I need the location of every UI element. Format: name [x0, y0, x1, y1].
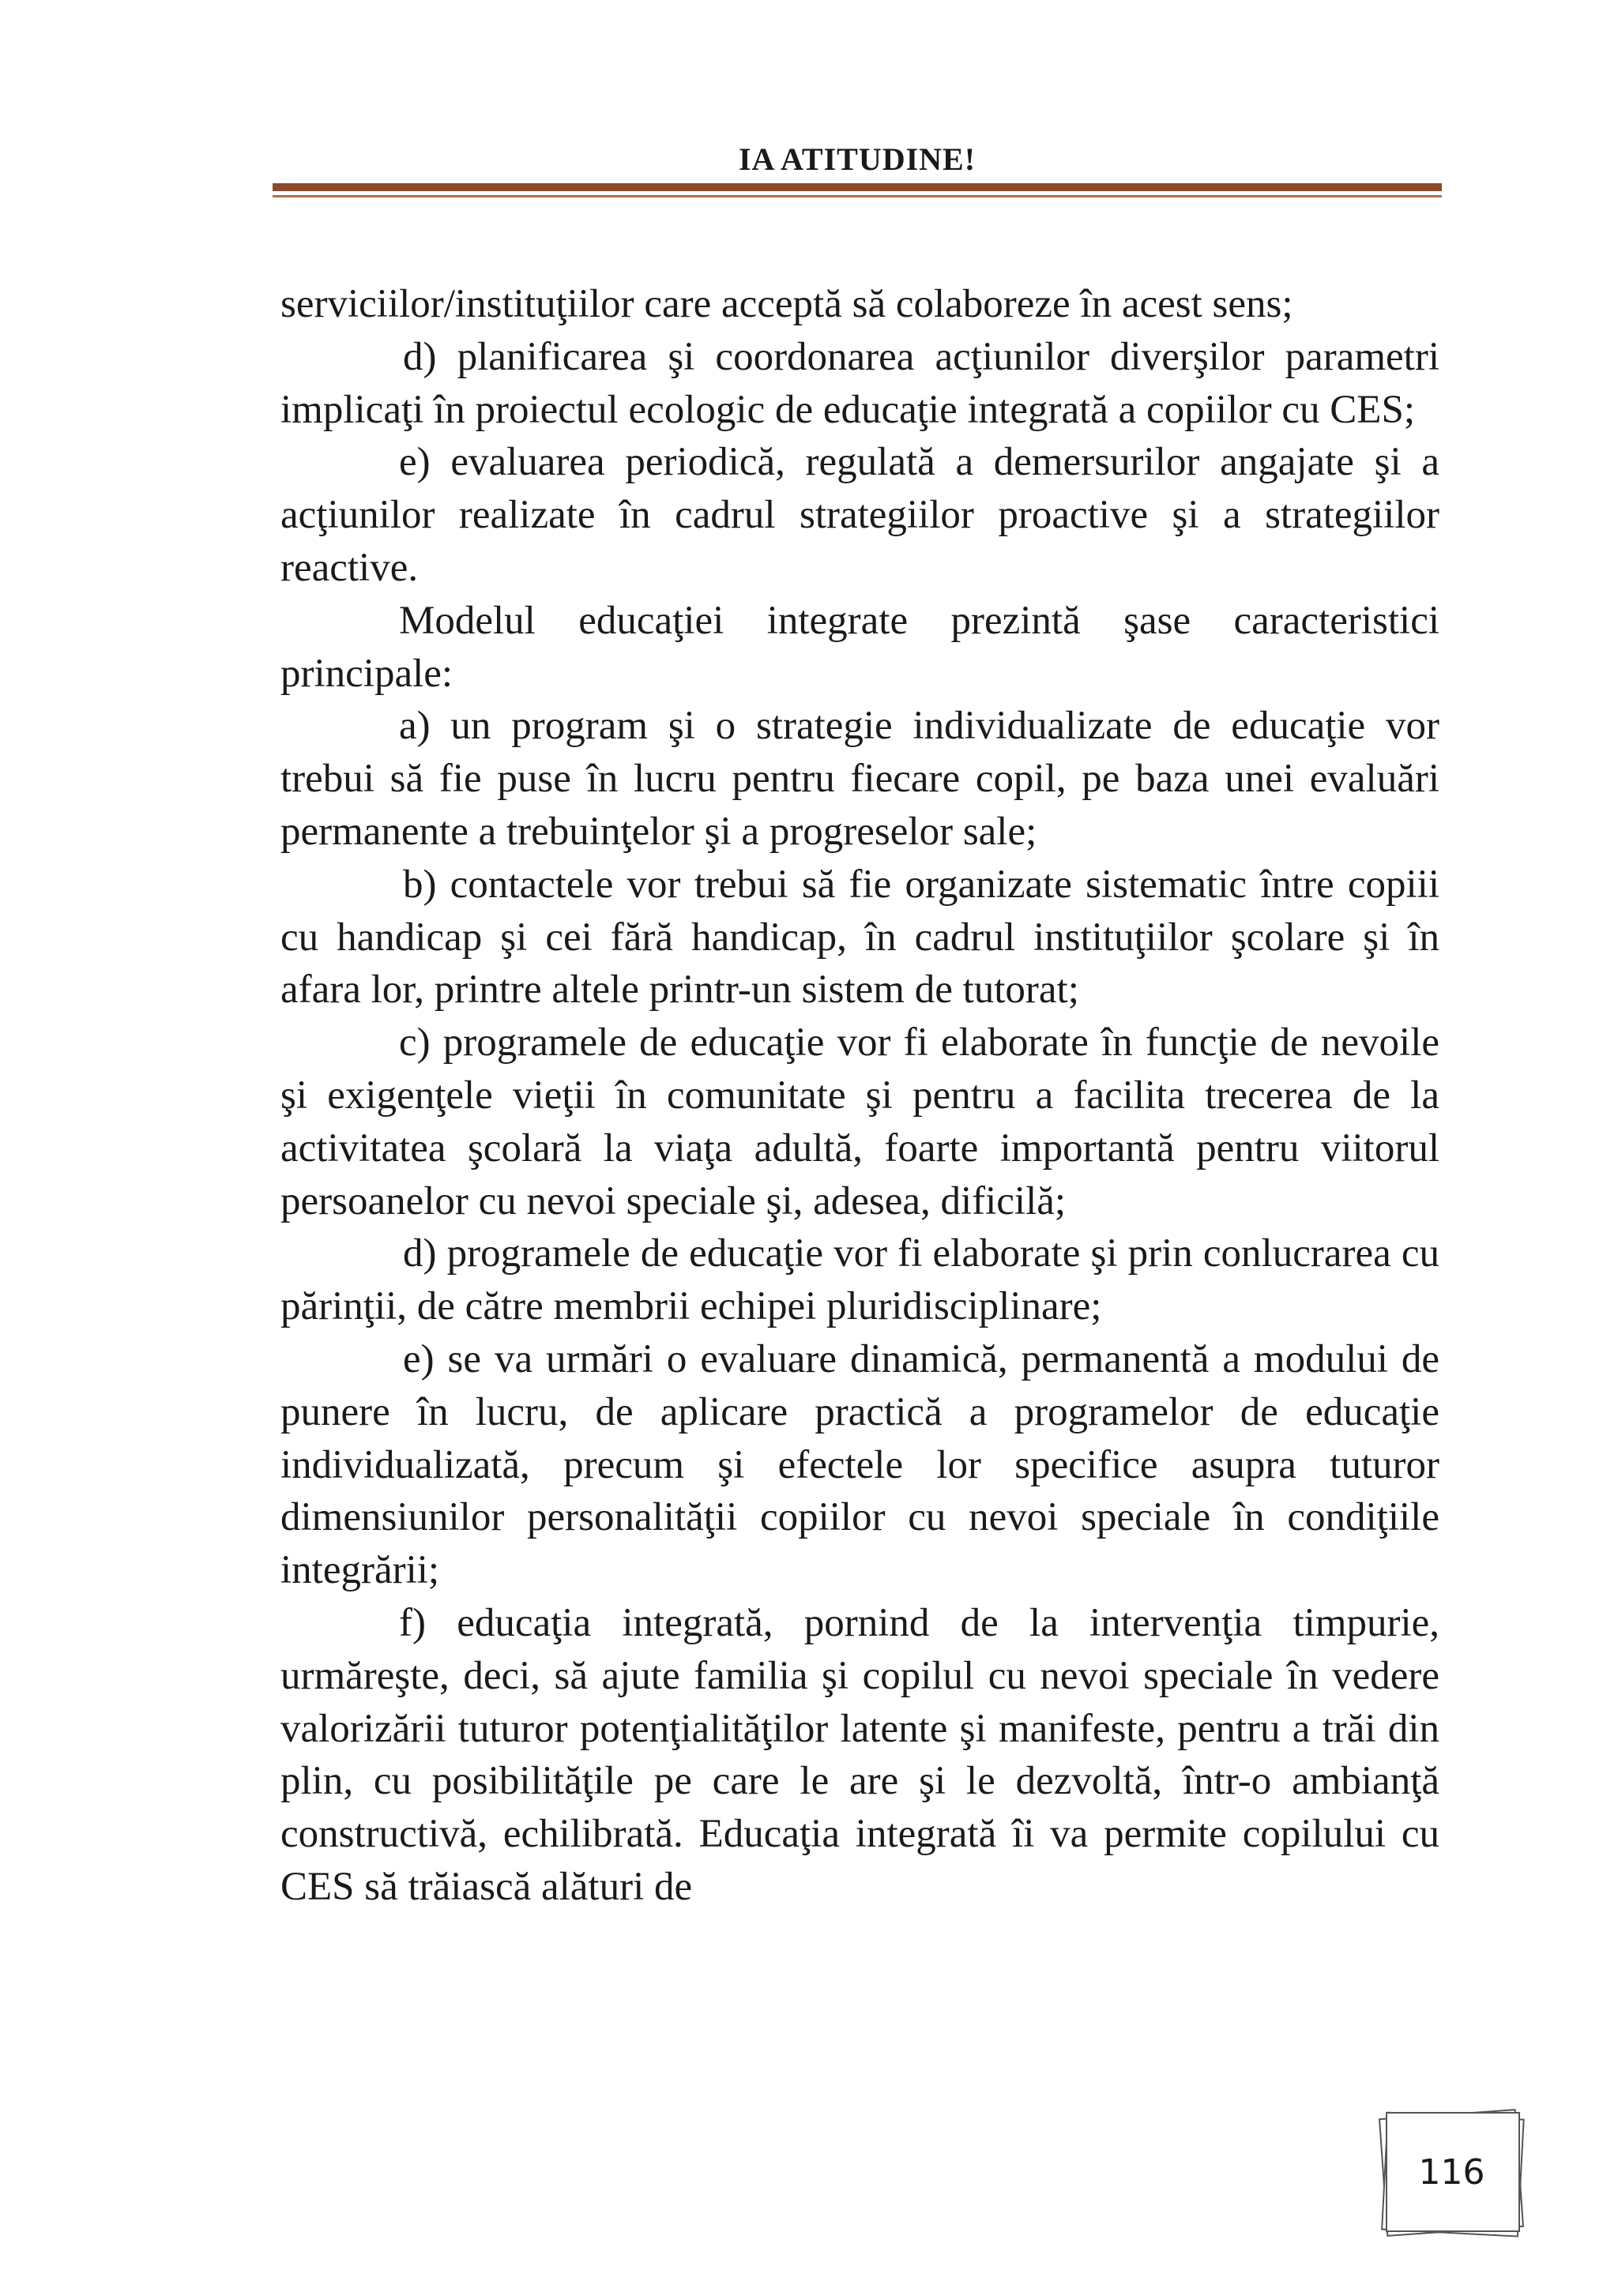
paragraph: d) planificarea şi coordonarea acţiunilor diverşilor parametri implicaţi în proiectul ecologic de educaţie integrată a copiilor cu CES;: [280, 334, 1439, 432]
paragraph: f) educaţia integrată, pornind de la intervenţia timpurie, urmăreşte, deci, să ajute familia şi copilul cu nevoi speciale în vedere valorizării tuturor potenţialităţilor latente şi manifeste, pentru a trăi din plin, cu posibilităţile pe care le are şi le dezvoltă, într-o ambianţă constructivă, echilibrată. Educaţia integrată îi va permite copilului cu CES să trăiască alături de: [280, 1600, 1439, 1909]
header-rule-thin: [273, 195, 1442, 197]
paragraph: c) programele de educaţie vor fi elaborate în funcţie de nevoile şi exigenţele vieţii în comunitate şi pentru a facilita trecerea de la activitatea şcolară la viaţa adultă, foarte importantă pentru viitorul persoanelor cu nevoi speciale şi, adesea, dificilă;: [280, 1020, 1439, 1223]
paragraph: e) se va urmări o evaluare dinamică, permanentă a modului de punere în lucru, de aplicare practică a programelor de educaţie individualizată, precum şi efectele lor specifice asupra tuturor dimensiunilor personalităţii copiilor cu nevoi speciale în condiţiile integrării;: [280, 1336, 1439, 1593]
paragraph: a) un program şi o strategie individualizate de educaţie vor trebui să fie puse în lucru pentru fiecare copil, pe baza unei evaluări permanente a trebuinţelor şi a progreselor sale;: [280, 704, 1439, 854]
page-number: 116: [1418, 2151, 1485, 2193]
body-text: [280, 278, 1439, 1914]
header-rule-thick: [273, 183, 1442, 191]
paragraph: e) evaluarea periodică, regulată a demersurilor angajate şi a acţiunilor realizate în cadrul strategiilor proactive şi a strategiilor reactive.: [280, 440, 1439, 590]
page-number-badge: [1371, 2097, 1533, 2247]
paragraph: serviciilor/instituţiilor care acceptă să colaboreze în acest sens;: [280, 282, 1293, 326]
paragraph: b) contactele vor trebui să fie organizate sistematic între copiii cu handicap şi cei fără handicap, în cadrul instituţiilor şcolare şi în afara lor, printre altele printr-un sistem de tutorat;: [280, 862, 1439, 1013]
paragraph: d) programele de educaţie vor fi elaborate şi prin conlucrarea cu părinţii, de către membrii echipei pluridisciplinare;: [280, 1231, 1439, 1329]
paragraph: Modelul educaţiei integrate prezintă şase caracteristici principale:: [280, 598, 1439, 696]
running-header-title: IA ATITUDINE!: [738, 141, 976, 177]
